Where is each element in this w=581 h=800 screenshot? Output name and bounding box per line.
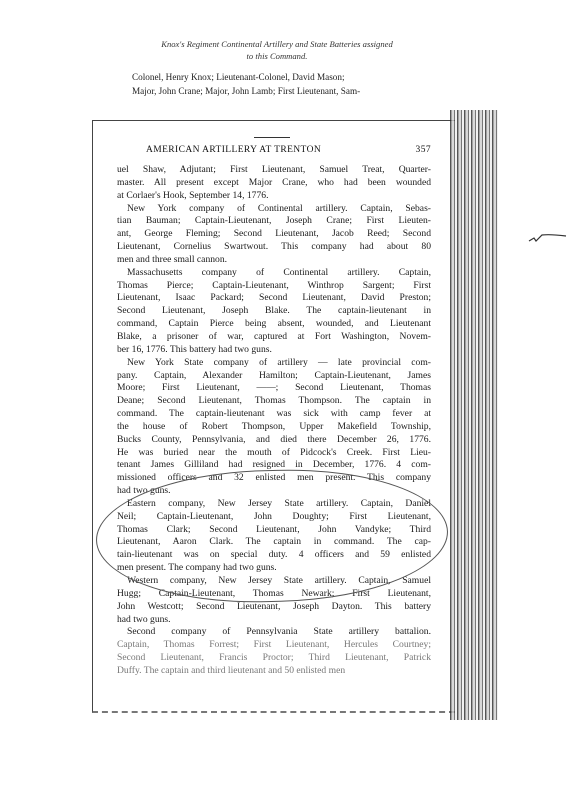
text-line: command. The captain-lieutenant was sick with camp fever at (117, 408, 431, 420)
top-body-text (132, 70, 424, 98)
text-line: Second Lieutenant, Joseph Blake. The captain-lieutenant in (117, 305, 431, 317)
text-line: command, Captain Pierce being absent, wounded, and Lieutenant (117, 318, 431, 330)
text-line: Lieutenant, Isaac Packard; Second Lieutenant, David Preston; (117, 292, 431, 304)
text-line: the house of Robert Thompson, Upper Makefield Township, (117, 420, 431, 432)
text-line: Lieutenant, Cornelius Swartwout. This company had about 80 (117, 241, 431, 253)
text-line: pany. Captain, Alexander Hamilton; Captain-Lieutenant, James (117, 369, 431, 381)
handwritten-margin-note (132, 38, 422, 62)
text-line: Neil; Captain-Lieutenant, John Doughty; First Lieutenant, (117, 510, 431, 522)
text-line: uel Shaw, Adjutant; First Lieutenant, Samuel Treat, Quarter- (117, 164, 431, 175)
note-line: Knox's Regiment Continental Artillery and State Batteries assigned (161, 39, 393, 49)
text-line: master. All present except Major Crane, who had been wounded (117, 176, 431, 188)
text-line: at Corlaer's Hook, September 14, 1776. (117, 189, 269, 201)
text-line: Eastern company, New Jersey State artillery. Captain, Daniel (127, 497, 431, 509)
text-line: Blake, a prisoner of war, captured at Fort Washington, Novem- (117, 330, 431, 342)
text-line: Hugg; Captain-Lieutenant, Thomas Newark; First Lieutenant, (117, 587, 431, 599)
text-line: New York State company of artillery — late provincial com- (127, 356, 431, 368)
text-line: Captain, Thomas Forrest; First Lieutenant, Hercules Courtney; (117, 639, 431, 651)
text-line: men present. The company had two guns. (117, 562, 277, 574)
text-line: Major, John Crane; Major, John Lamb; First Lieutenant, Sam- (132, 86, 361, 96)
margin-check-mark-icon (528, 232, 568, 244)
page-edge-shadow (450, 110, 498, 720)
text-line: had two guns. (117, 613, 171, 625)
text-line: tian Bauman; Captain-Lieutenant, Joseph Crane; First Lieuten- (117, 215, 431, 227)
text-line: Thomas Clark; Second Lieutenant, John Vandyke; Third (117, 523, 431, 535)
running-title: AMERICAN ARTILLERY AT TRENTON (146, 145, 322, 155)
text-line: Duffy. The captain and third lieutenant and 50 enlisted men (117, 664, 346, 676)
text-line: Colonel, Henry Knox; Lieutenant-Colonel, David Mason; (132, 72, 345, 82)
text-line: had two guns. (117, 485, 171, 497)
text-line: Deane; Second Lieutenant, Thomas Thompson. The captain in (117, 395, 431, 407)
text-line: Western company, New Jersey State artillery. Captain, Samuel (127, 575, 431, 586)
page-number: 357 (415, 145, 431, 155)
text-line: ant, George Fleming; Second Lieutenant, Jacob Reed; Second (117, 228, 431, 240)
text-line: tenant James Gilliland had resigned in December, 1776. 4 com- (117, 459, 431, 471)
text-line: Moore; First Lieutenant, ——; Second Lieutenant, Thomas (117, 382, 431, 394)
text-line: tain-lieutenant was on special duty. 4 officers and 59 enlisted (117, 549, 431, 561)
note-line: to this Command. (246, 51, 308, 61)
text-line: Second Lieutenant, Francis Proctor; Third Lieutenant, Patrick (117, 652, 431, 664)
text-line: New York company of Continental artillery. Captain, Sebas- (127, 202, 431, 214)
text-line: Thomas Pierce; Captain-Lieutenant, Winthrop Sargent; First (117, 279, 431, 291)
text-line: Massachusetts company of Continental artillery. Captain, (127, 266, 431, 278)
text-line: men and three small cannon. (117, 253, 228, 265)
text-line: Second company of Pennsylvania State artillery battalion. (127, 626, 431, 638)
text-line: Lieutenant, Aaron Clark. The captain in command. The cap- (117, 536, 431, 548)
text-line: Bucks County, Pennsylvania, and died there December 26, 1776. (117, 433, 431, 445)
text-line: He was buried near the mouth of Pidcock's Creek. First Lieu- (117, 446, 431, 458)
text-line: missioned officers and 32 enlisted men present. This company (117, 472, 431, 484)
text-line: John Westcott; Second Lieutenant, Joseph Dayton. This battery (117, 600, 431, 612)
text-line: ber 16, 1776. This battery had two guns. (117, 343, 272, 355)
header-rule (254, 137, 290, 138)
